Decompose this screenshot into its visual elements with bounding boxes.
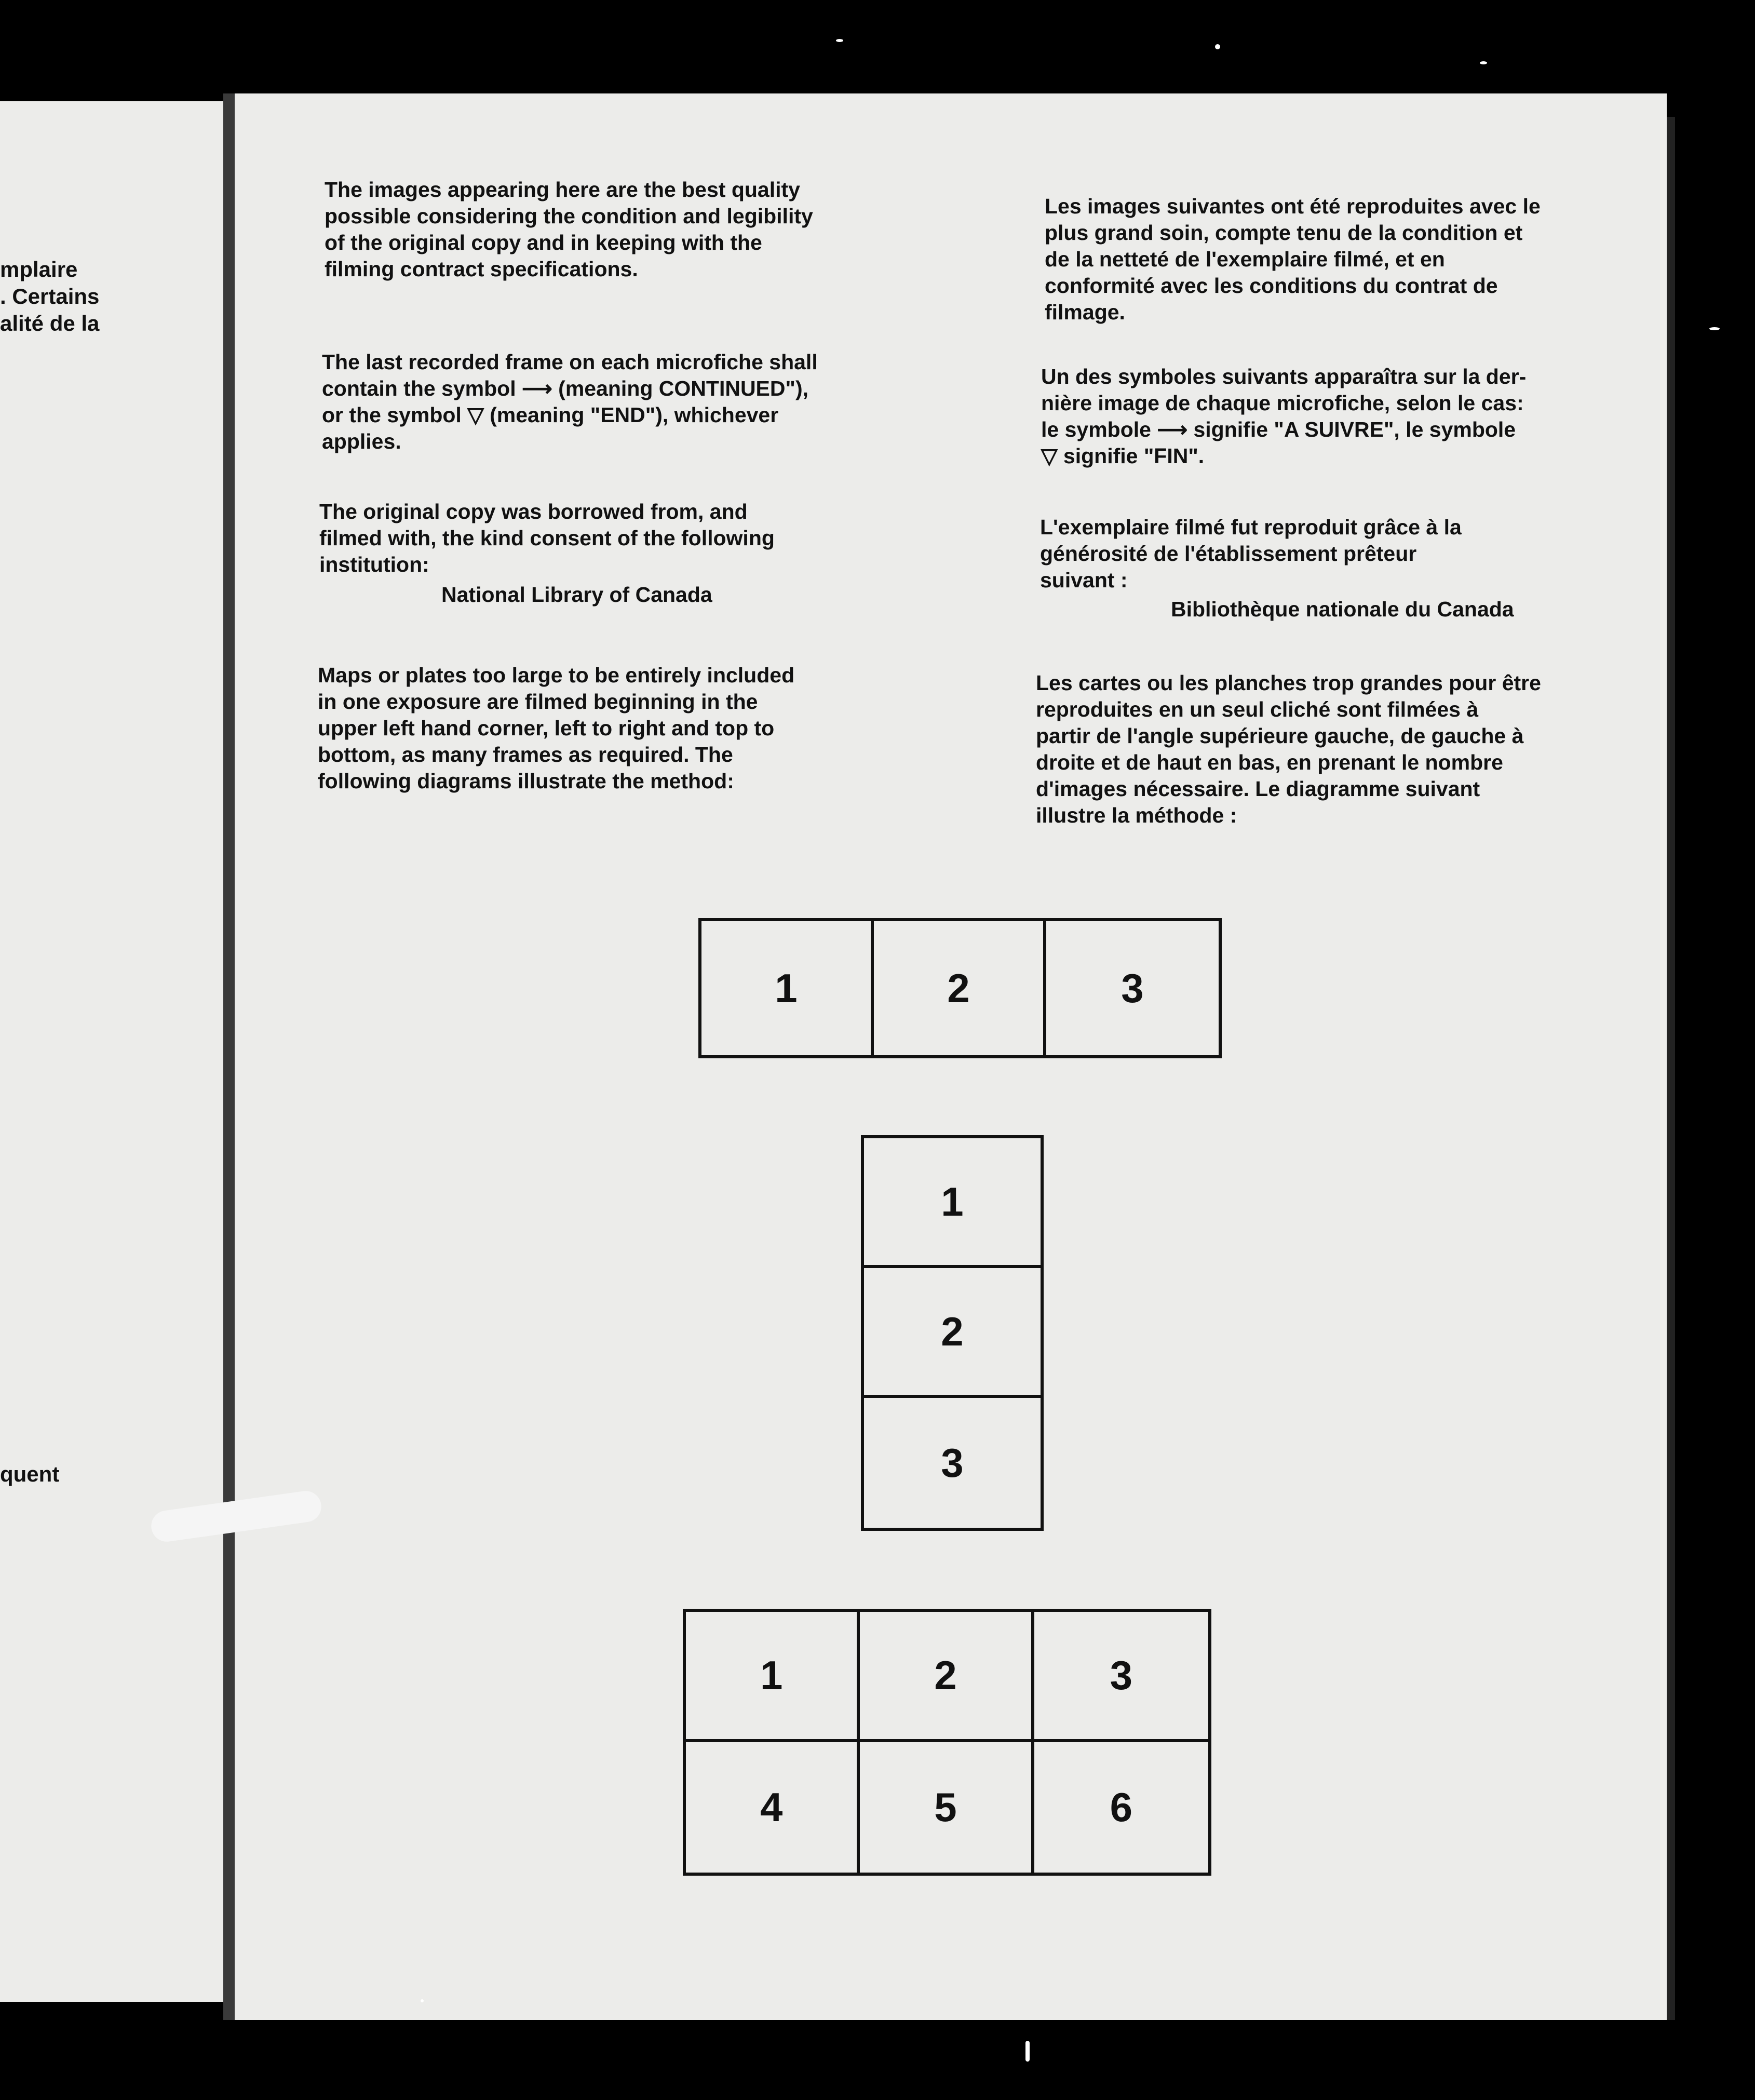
left-page-text: alité de la (0, 311, 100, 335)
french-paragraph-symbols: Un des symboles suivants apparaîtra sur la der- nière image de chaque microfiche, selon le cas: le symbole ⟶ signifie "A SUIVRE", le symbole ▽ signifie "FIN". (1041, 365, 1527, 468)
frame-cell: 5 (860, 1742, 1034, 1873)
frame-cell: 2 (864, 1268, 1041, 1398)
scan-speck (421, 1999, 424, 2002)
frame-cell: 1 (686, 1612, 860, 1742)
left-page-text: . Certains (0, 284, 100, 308)
diagram-horizontal-frames (698, 918, 1222, 1058)
scan-speck (836, 39, 843, 42)
english-paragraph-symbols: The last recorded frame on each microfiche shall contain the symbol ⟶ (meaning CONTINUED"), or the symbol ▽ (meaning "END"), whichever applies. (322, 350, 818, 453)
english-paragraph-method: Maps or plates too large to be entirely included in one exposure are filmed beginning in the upper left hand corner, left to right and top to bottom, as many frames as required. The following diagrams illustrate the method: (318, 663, 795, 793)
scan-speck (1480, 61, 1487, 64)
french-paragraph-institution: L'exemplaire filmé fut reproduit grâce à la générosité de l'établissement prêteur suivant : (1040, 515, 1462, 592)
english-institution-name: National Library of Canada (441, 583, 712, 607)
scan-speck (1215, 44, 1220, 49)
english-paragraph-institution: The original copy was borrowed from, and filmed with, the kind consent of the following institution: (319, 500, 775, 576)
french-paragraph-method: Les cartes ou les planches trop grandes pour être reproduites en un seul cliché sont filmées à partir de l'angle supérieure gauche, de gauche à droite et de haut en bas, en prenant le nombre d'images nécessaire. Le diagramme suivant illustre la méthode : (1036, 671, 1541, 827)
scan-speck (1025, 2041, 1030, 2062)
diagram-grid-frames (683, 1609, 1211, 1876)
frame-cell: 4 (686, 1742, 860, 1873)
french-institution-name: Bibliothèque nationale du Canada (1171, 597, 1514, 621)
left-page-text: quent (0, 1462, 60, 1486)
left-page-text: mplaire (0, 257, 78, 281)
left-page-fragment (0, 101, 223, 2002)
frame-cell: 1 (701, 921, 874, 1055)
frame-cell: 3 (1034, 1612, 1208, 1742)
scan-speck (1709, 327, 1720, 330)
frame-cell: 1 (864, 1138, 1041, 1268)
french-paragraph-quality: Les images suivantes ont été reproduites avec le plus grand soin, compte tenu de la condition et de la netteté de l'exemplaire filmé, et en conformité avec les conditions du contrat de filmage. (1045, 194, 1541, 324)
frame-cell: 3 (1121, 965, 1144, 1011)
diagram-vertical-frames (861, 1135, 1044, 1531)
frame-cell: 2 (874, 921, 1046, 1055)
page-gutter (223, 93, 235, 2020)
english-paragraph-quality: The images appearing here are the best quality possible considering the condition and legibility of the original copy and in keeping with the filming contract specifications. (325, 178, 813, 281)
frame-cell: 3 (941, 1439, 964, 1486)
page-edge (1667, 117, 1675, 2020)
frame-cell: 2 (860, 1612, 1034, 1742)
frame-cell: 6 (1110, 1784, 1133, 1830)
